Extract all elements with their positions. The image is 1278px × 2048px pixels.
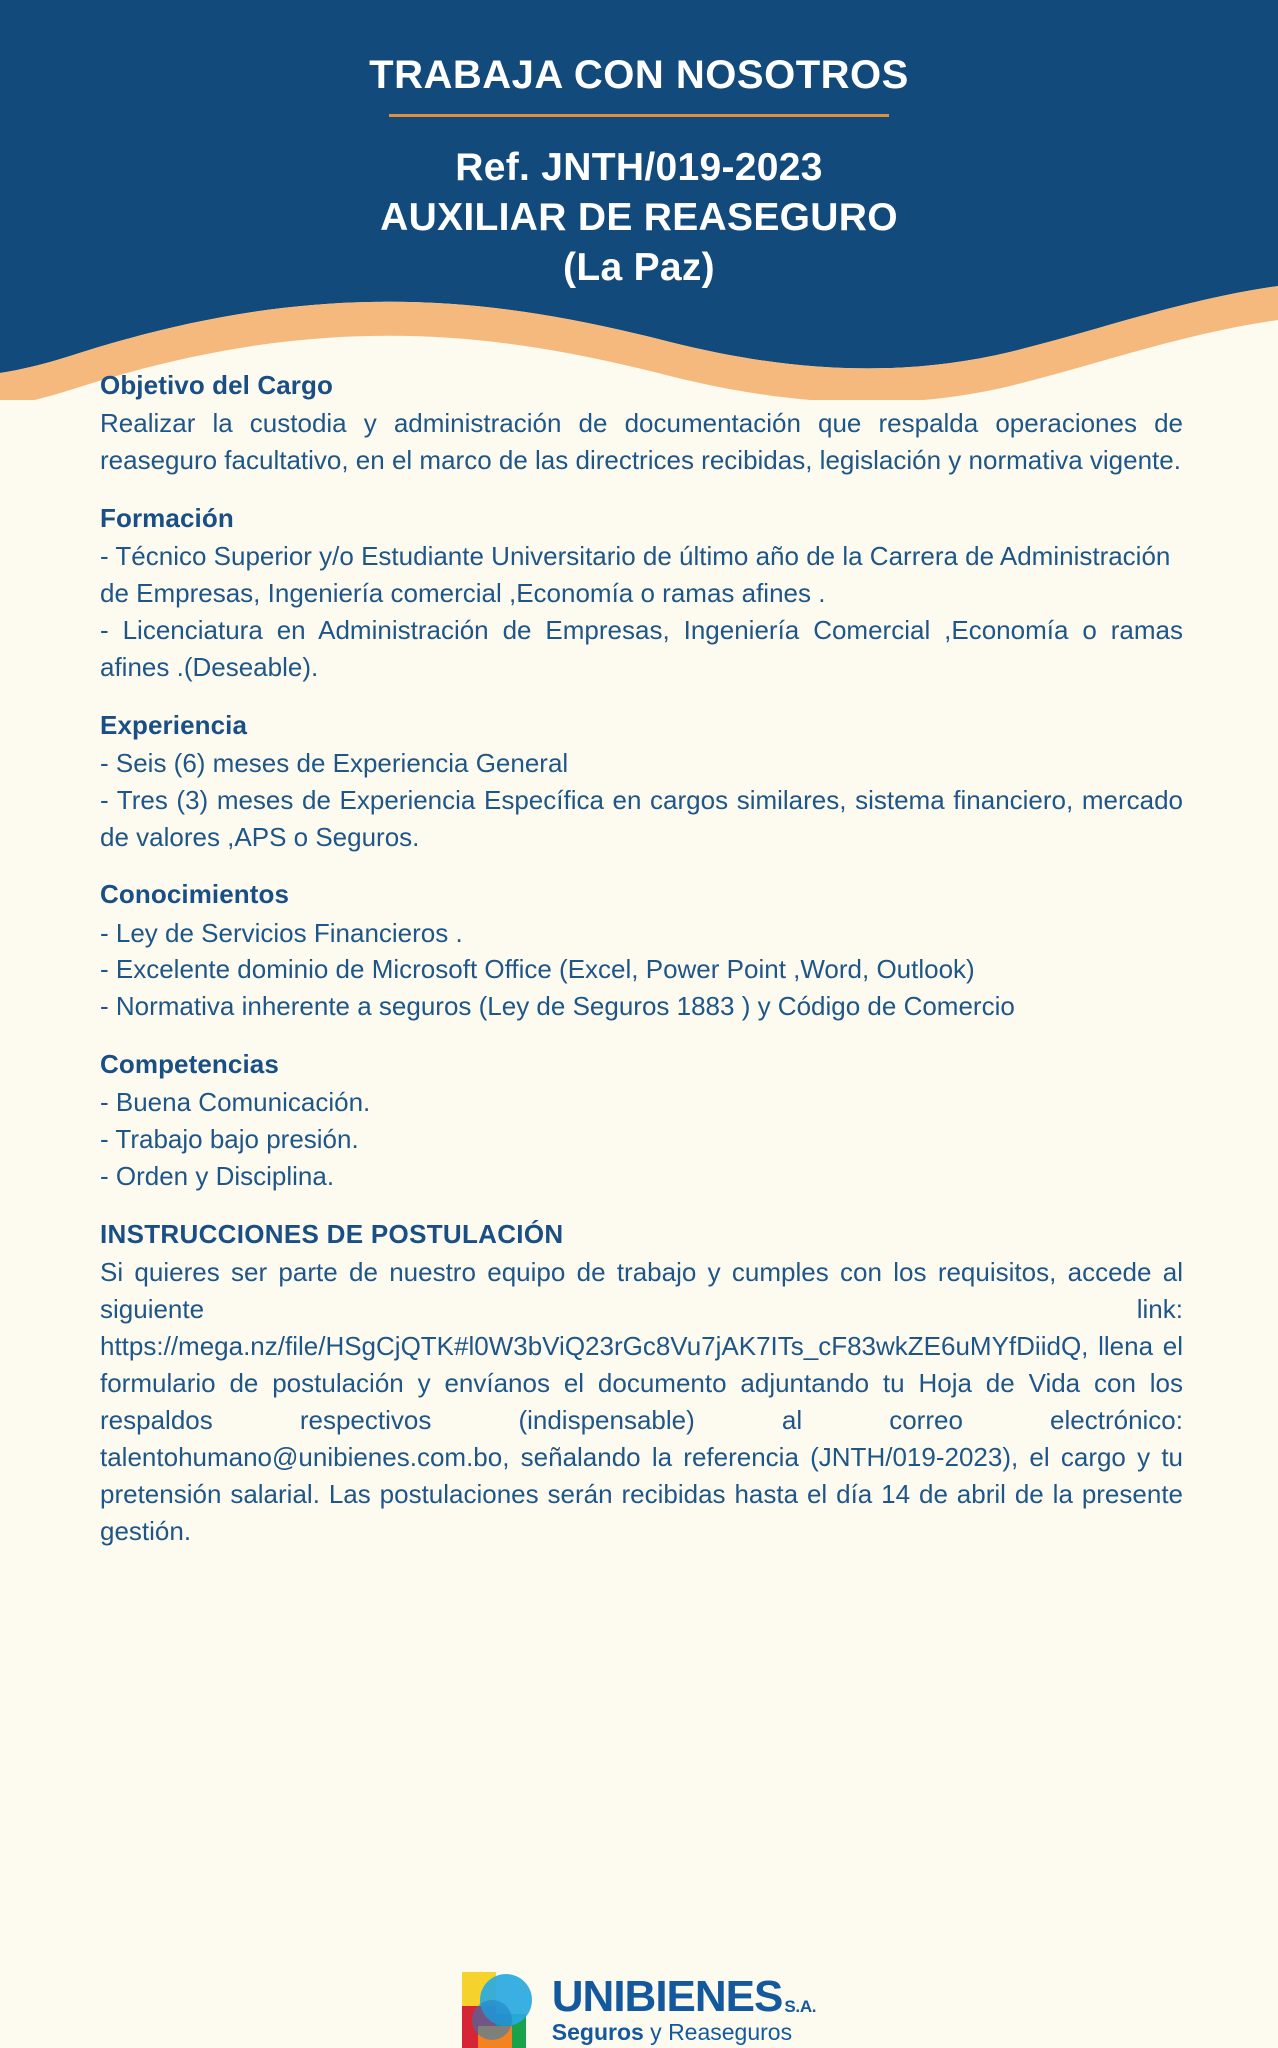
competencias-item-3: - Orden y Disciplina. <box>100 1161 335 1192</box>
formacion-item-2: - Licenciatura en Administración de Empresas, Ingeniería Comercial ,Economía o ramas afines .(Deseable). <box>100 614 1183 682</box>
conocimientos-item-1: - Ley de Servicios Financieros . <box>100 917 463 948</box>
job-description-body <box>0 368 1278 1549</box>
logo-tagline-bold: Seguros <box>551 2018 644 2045</box>
section-competencias <box>100 1047 1183 1195</box>
competencias-item-2: - Trabajo bajo presión. <box>100 1124 359 1155</box>
logo-tagline <box>552 2020 816 2045</box>
section-conocimientos <box>100 877 1183 1025</box>
unibienes-logo <box>462 1972 816 2048</box>
objetivo-text: Realizar la custodia y administración de documentación que respalda operaciones de reaseguro facultativo, en el marco de las directrices recibidas, legislación y normativa vigente. <box>100 408 1183 475</box>
footer-logo-area <box>0 1940 1278 2048</box>
instrucciones-intro: Si quieres ser parte de nuestro equipo de trabajo y cumples con los requisitos, accede al siguiente link: <box>100 1257 1183 1325</box>
section-heading-experiencia: Experiencia <box>100 709 248 740</box>
formacion-item-1: - Técnico Superior y/o Estudiante Universitario de último año de la Carrera de Administración de Empresas, Ingeniería comercial ,Economía o ramas afines . <box>100 541 1171 608</box>
experiencia-item-1: - Seis (6) meses de Experiencia General <box>100 747 569 778</box>
job-title: AUXILIAR DE REASEGURO <box>380 195 898 239</box>
section-heading-competencias: Competencias <box>100 1049 279 1080</box>
section-objetivo <box>100 368 1183 479</box>
logo-tagline-rest: y Reaseguros <box>643 2018 793 2045</box>
section-formacion <box>100 501 1183 686</box>
logo-wordmark: UNIBIENES <box>551 1972 783 2021</box>
section-heading-formacion: Formación <box>100 502 234 533</box>
section-heading-objetivo: Objetivo del Cargo <box>100 370 333 400</box>
section-instrucciones <box>100 1217 1183 1549</box>
section-heading-conocimientos: Conocimientos <box>100 879 290 910</box>
competencias-item-1: - Buena Comunicación. <box>100 1087 371 1118</box>
experiencia-item-2: - Tres (3) meses de Experiencia Específica en cargos similares, sistema financiero, mercado de valores ,APS o Seguros. <box>100 784 1183 852</box>
conocimientos-item-3: - Normativa inherente a seguros (Ley de Seguros 1883 ) y Código de Comercio <box>100 991 1015 1022</box>
instrucciones-text <box>100 1254 1183 1549</box>
section-experiencia <box>100 708 1183 856</box>
conocimientos-item-2: - Excelente dominio de Microsoft Office (Excel, Power Point ,Word, Outlook) <box>100 954 975 985</box>
unibienes-logo-text <box>552 1972 816 2045</box>
logo-legal-suffix: S.A. <box>784 1996 817 2016</box>
application-link[interactable]: https://mega.nz/file/HSgCjQTK#l0W3bViQ23rGc8Vu7jAK7ITs_cF83wkZE6uMYfDiidQ <box>100 1330 1082 1361</box>
job-location: (La Paz) <box>563 245 715 289</box>
instrucciones-outro: , llena el formulario de postulación y envíanos el documento adjuntando tu Hoja de Vida con los respaldos respectivos (indispensable) al correo electrónico: talentohumano@unibienes.com.bo, señalando la referencia (JNTH/019-2023), el cargo y tu pretensión salarial. Las postulaciones serán recibidas hasta el día 14 de abril de la presente gestión. <box>100 1330 1183 1546</box>
unibienes-logo-mark-icon <box>462 1972 538 2048</box>
title-divider <box>389 114 889 117</box>
section-heading-instrucciones: INSTRUCCIONES DE POSTULACIÓN <box>100 1219 564 1250</box>
header-banner <box>0 0 1278 400</box>
page-kicker: TRABAJA CON NOSOTROS <box>369 53 909 97</box>
job-reference: Ref. JNTH/019-2023 <box>455 146 823 189</box>
